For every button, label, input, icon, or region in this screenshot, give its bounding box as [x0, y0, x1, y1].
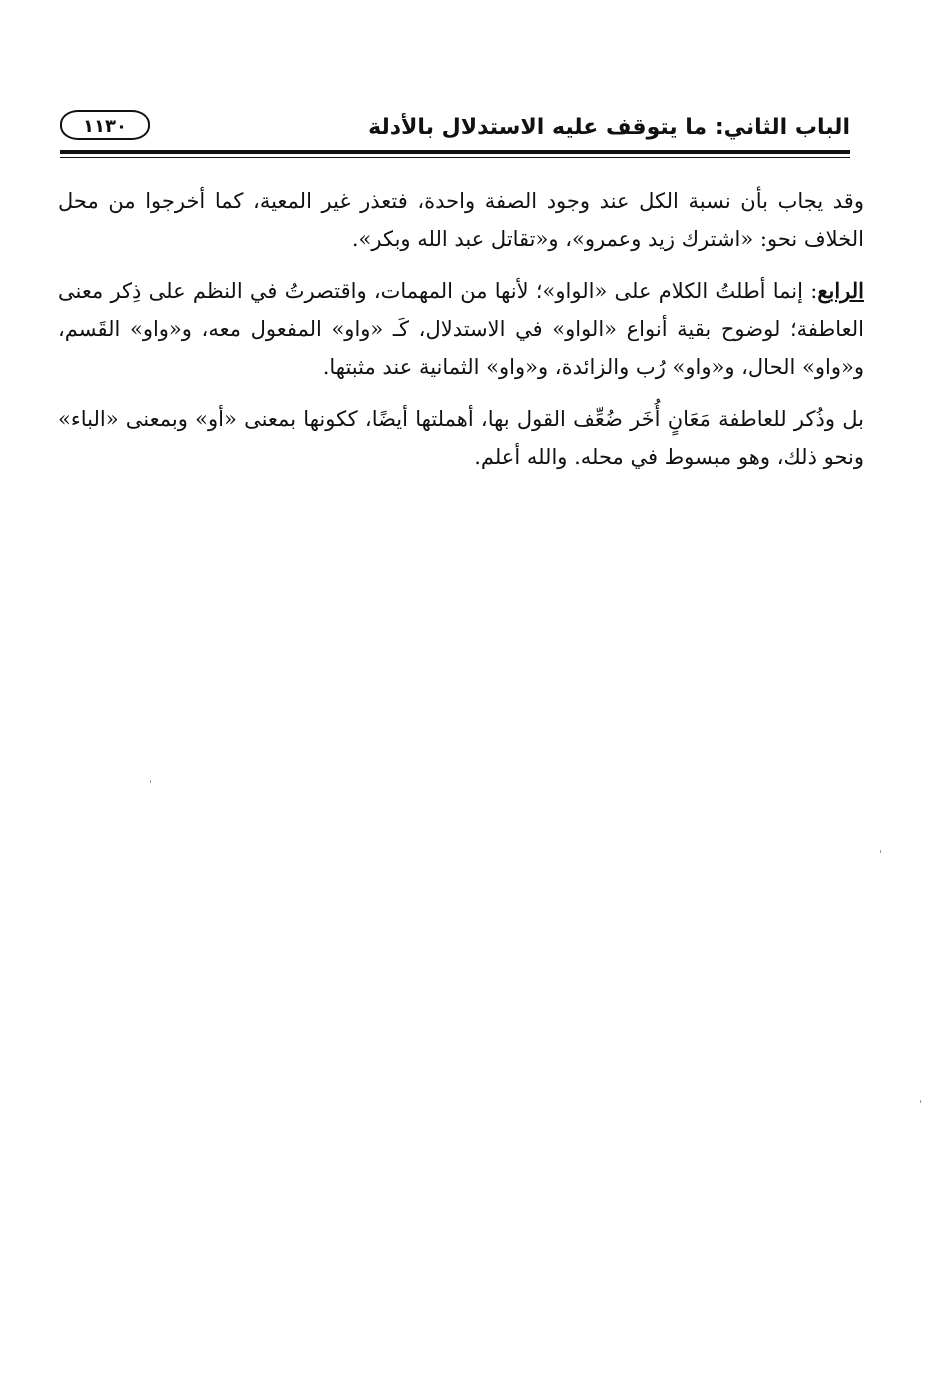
scan-speck: [880, 850, 881, 853]
chapter-title: الباب الثاني: ما يتوقف عليه الاستدلال بالأدلة: [368, 115, 850, 140]
paragraph-1-text: وقد يجاب بأن نسبة الكل عند وجود الصفة واحدة، فتعذر غير المعية، كما أخرجوا من محل الخلاف نحو: «اشترك زيد وعمرو»، و«تقاتل عبد الله وبكر».: [58, 189, 864, 251]
scan-speck: [150, 780, 151, 783]
body-text: [58, 182, 864, 490]
scan-speck: [920, 1100, 921, 1103]
paragraph-3-text: بل وذُكر للعاطفة مَعَانٍ أُخَر ضُعِّف القول بها، أهملتها أيضًا، ككونها بمعنى «أو» وبمعنى «الباء» ونحو ذلك، وهو مبسوط في محله. والله أعلم.: [58, 407, 864, 469]
header-rule-thick: [60, 150, 850, 154]
page-header: [60, 108, 850, 152]
paragraph-2: [58, 272, 864, 386]
header-rule-thin: [60, 157, 850, 158]
page-number: ١١٣٠: [60, 110, 150, 140]
paragraph-1: [58, 182, 864, 258]
paragraph-2-lead: الرابع: [817, 278, 864, 303]
paragraph-3: [58, 400, 864, 476]
paragraph-2-text: : إنما أطلتُ الكلام على «الواو»؛ لأنها من المهمات، واقتصرتُ في النظم على ذِكر معنى العاطفة؛ لوضوح بقية أنواع «الواو» في الاستدلال، كَـ «واو» المفعول معه، و«واو» القَسم، و«واو» الحال، و«واو» رُب والزائدة، و«واو» الثمانية عند مثبتها.: [58, 279, 864, 379]
